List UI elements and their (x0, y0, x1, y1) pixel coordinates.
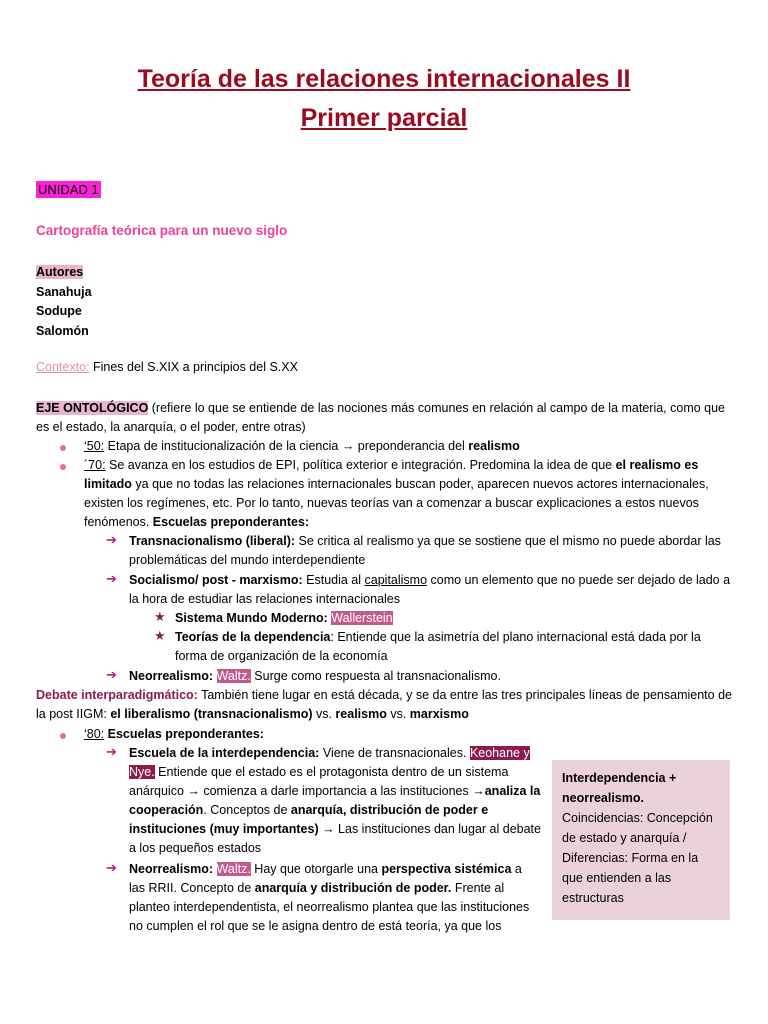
list-bold: Teorías de la dependencia (175, 630, 331, 644)
list-item (129, 667, 729, 686)
list-text: Frente al planteo interdependentista, el neorrealismo plantea que las instituciones no cumplen el rol que se le asigna dentro de está teoría, ya que los (129, 881, 530, 933)
eje-paragraph (36, 399, 736, 437)
list-bold: el liberalismo (transnacionalismo) (110, 707, 313, 721)
arrow-right-icon: ➔ (106, 532, 117, 547)
highlight-author: Keohane y Nye. (129, 746, 530, 779)
list-item (84, 725, 534, 744)
list-bold: Sistema Mundo Moderno: (175, 611, 328, 625)
list-bold: Neorrealismo: (129, 862, 214, 876)
highlight-author: Waltz. (216, 862, 251, 876)
debate-label: Debate interparadigmático: (36, 688, 198, 702)
arrow-right-icon: → (187, 784, 200, 798)
list-item (129, 532, 729, 570)
highlight-author: Waltz. (216, 669, 251, 683)
list-text: preponderancia del (354, 439, 469, 453)
list-bold: marxismo (409, 707, 469, 721)
decade-label: ´70: (84, 458, 106, 472)
list-text: Viene de transnacionales. (319, 746, 470, 760)
list-text: ya que no todas las relaciones internacionales buscan poder, aparecen nuevos actores internacionales, existen los regímenes, etc. Por lo tanto, nuevas teorías van a comenzar a buscar explicaciones a estos nuevos fenómenos. (84, 477, 709, 529)
list-text: Se critica al realismo ya que se sostiene que el mismo no puede abordar las problemáticas del mundo interdependiente (129, 534, 721, 567)
authors-block (36, 263, 92, 341)
context-label: Contexto: (36, 360, 90, 374)
list-text: Hay que otorgarle una (250, 862, 382, 876)
list-text: Se avanza en los estudios de EPI, política exterior e integración. Predomina la idea de que (105, 458, 616, 472)
list-item (129, 744, 541, 858)
list-bold: Escuela de la interdependencia: (129, 746, 320, 760)
list-text: Entiende que el estado es el protagonista dentro de un sistema anárquico (129, 765, 509, 798)
star-icon: ★ (154, 609, 166, 624)
list-text: comienza a darle importancia a las instituciones (199, 784, 473, 798)
context-line (36, 360, 298, 374)
list-text: vs. (386, 707, 410, 721)
list-item (175, 628, 730, 666)
arrow-right-icon: → (341, 439, 355, 453)
star-icon: ★ (154, 628, 166, 643)
list-item (84, 456, 734, 532)
arrow-right-icon: ➔ (106, 571, 117, 586)
list-bold: analiza la cooperación (129, 784, 541, 817)
section-heading: Cartografía teórica para un nuevo siglo (36, 223, 288, 238)
list-text: . Conceptos de (203, 803, 291, 817)
list-bold: Neorrealismo: (129, 669, 214, 683)
list-bold: el realismo es limitado (84, 458, 699, 491)
highlight-author: Wallerstein (331, 611, 393, 625)
authors-label: Autores (36, 265, 84, 279)
arrow-right-icon: ➔ (106, 667, 117, 682)
list-bold: realismo (468, 439, 520, 453)
list-underline: capitalismo (364, 573, 428, 587)
list-text: vs. (312, 707, 336, 721)
bullet-dot-icon (58, 730, 69, 741)
list-text: → Las instituciones dan lugar al debate a los pequeños estados (129, 822, 541, 855)
context-text: Fines del S.XIX a principios del S.XX (89, 360, 298, 374)
decade-label: ‘50: (84, 439, 105, 453)
arrow-right-icon: → (472, 784, 485, 798)
list-bold: realismo (335, 707, 387, 721)
list-bold: Transnacionalismo (liberal): (129, 534, 296, 548)
arrow-right-icon: ➔ (106, 860, 117, 875)
list-bold: Socialismo/ post - marxismo: (129, 573, 303, 587)
side-note-box (552, 760, 730, 920)
list-text: : Entiende que la asimetría del plano internacional está dada por la forma de organización de la economía (175, 630, 701, 663)
list-bold: Escuelas preponderantes: (104, 727, 264, 741)
eje-label: EJE ONTOLÓGICO (36, 401, 149, 415)
list-bold: Escuelas preponderantes: (152, 515, 310, 529)
side-note-title: Interdependencia + neorrealismo. (562, 771, 677, 805)
list-item (129, 571, 731, 609)
author-item: Sodupe (36, 304, 82, 318)
author-item: Salomón (36, 323, 89, 338)
side-note-text: Coincidencias: Concepción de estado y anarquía / Diferencias: Forma en la que entienden a las estructuras (562, 811, 713, 905)
list-bold: anarquía y distribución de poder. (254, 881, 452, 895)
author-item: Sanahuja (36, 284, 92, 299)
list-item (129, 860, 541, 936)
eje-text: (refiere lo que se entiende de las nociones más comunes en relación al campo de la materia, como que es el estado, la anarquía, o el poder, entre otras) (36, 401, 726, 434)
list-item (84, 437, 734, 456)
bullet-dot-icon (58, 442, 69, 453)
list-text: Surge como respuesta al transnacionalismo. (250, 669, 501, 683)
document-title: Teoría de las relaciones internacionales II (137, 65, 631, 93)
bullet-dot-icon (58, 461, 69, 472)
list-text: Estudia al (302, 573, 365, 587)
debate-paragraph (36, 686, 736, 724)
unit-label: UNIDAD 1 (38, 182, 99, 197)
debate-text: También tiene lugar en está década, y se da entre las tres principales líneas de pensamiento de la post IIGM: (36, 688, 732, 721)
document-subtitle: Primer parcial (300, 104, 468, 132)
list-text: a las RRII. Concepto de (129, 862, 522, 895)
list-text: como un elemento que no puede ser dejado de lado a la hora de estudiar las relaciones internacionales (129, 573, 731, 606)
list-bold: anarquía, distribución de poder e instituciones (muy importantes) (129, 803, 489, 836)
arrow-right-icon: ➔ (106, 744, 117, 759)
decade-label: ‘80: (84, 727, 105, 741)
list-text: Etapa de institucionalización de la ciencia (104, 439, 342, 453)
list-item (175, 609, 730, 628)
list-bold: perspectiva sistémica (381, 862, 512, 876)
